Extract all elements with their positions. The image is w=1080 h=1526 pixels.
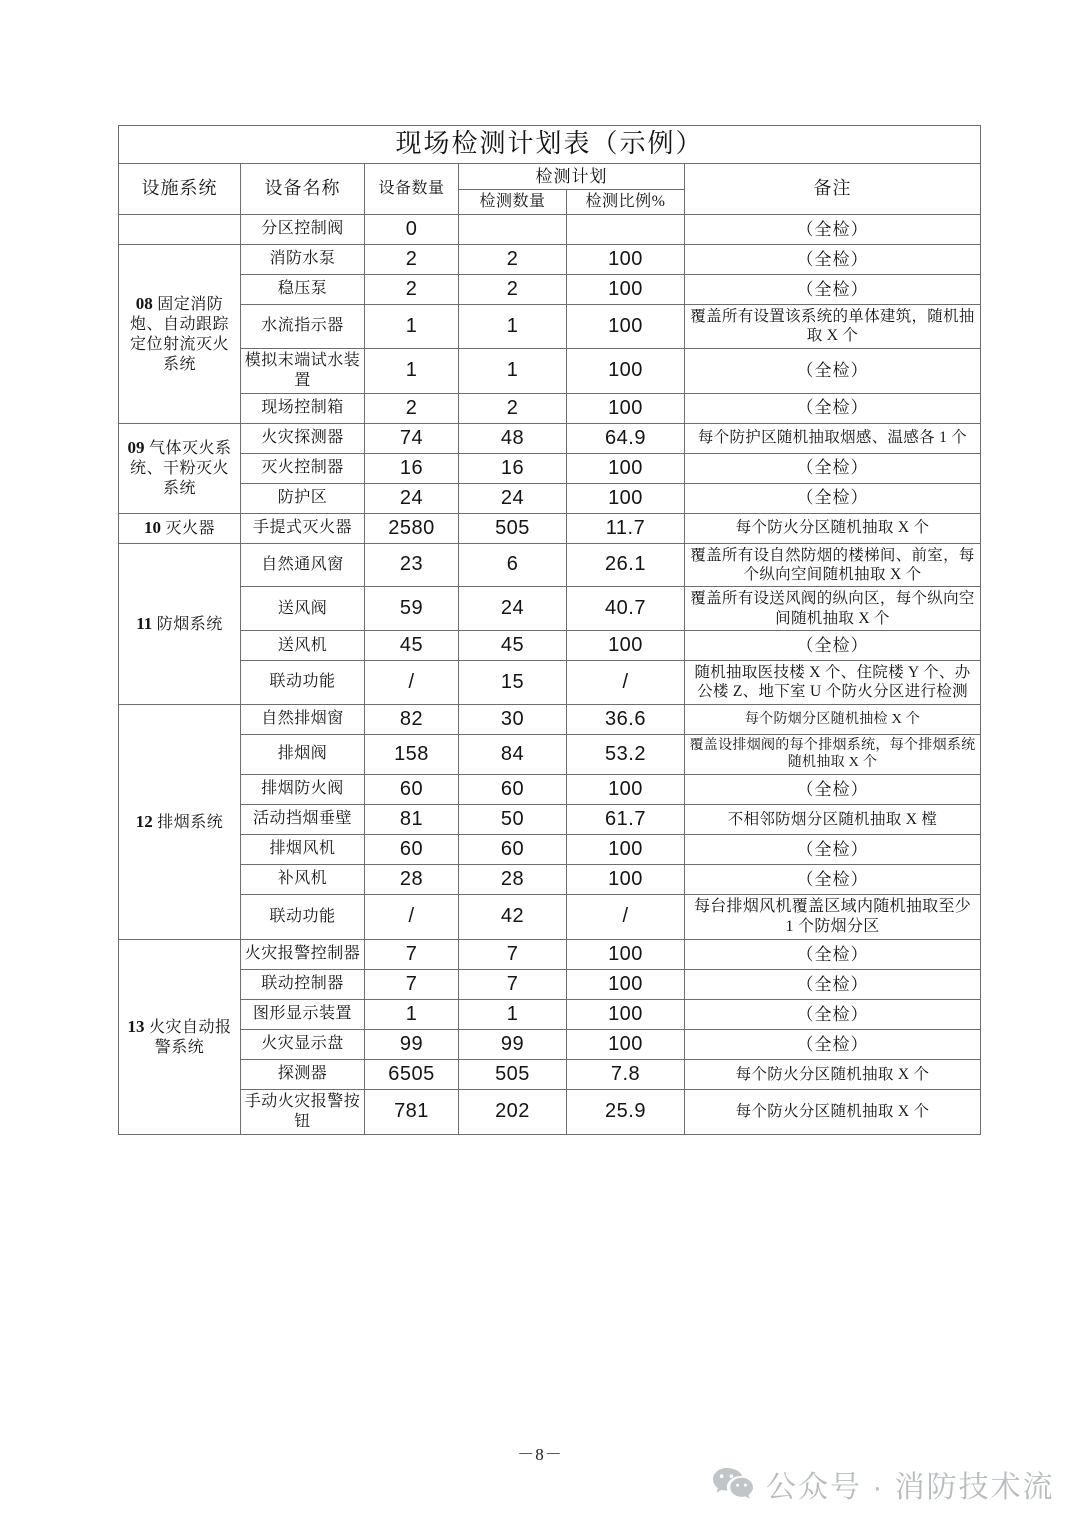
- remark-cell: （全检）: [685, 999, 981, 1029]
- equipment-qty-cell: 23: [365, 543, 459, 587]
- remark-cell: （全检）: [685, 969, 981, 999]
- inspection-qty-cell: 1: [459, 999, 567, 1029]
- device-name-cell: 现场控制箱: [241, 393, 365, 423]
- device-name-cell: 排烟防火阀: [241, 774, 365, 804]
- inspection-plan-table: [118, 125, 981, 1135]
- remark-cell: （全检）: [685, 483, 981, 513]
- inspection-qty-cell: [459, 214, 567, 244]
- device-name-cell: 排烟阀: [241, 734, 365, 774]
- watermark: [712, 1462, 1055, 1506]
- remark-cell: （全检）: [685, 864, 981, 894]
- device-name-cell: 联动控制器: [241, 969, 365, 999]
- inspection-ratio-cell: 100: [567, 393, 685, 423]
- device-name-cell: 火灾报警控制器: [241, 939, 365, 969]
- inspection-ratio-cell: [567, 214, 685, 244]
- device-name-cell: 水流指示器: [241, 304, 365, 348]
- inspection-ratio-cell: 100: [567, 304, 685, 348]
- table-row: [119, 453, 981, 483]
- table-row: [119, 969, 981, 999]
- header-facility-system: 设施系统: [119, 163, 241, 214]
- equipment-qty-cell: 16: [365, 453, 459, 483]
- inspection-ratio-cell: /: [567, 894, 685, 939]
- equipment-qty-cell: 158: [365, 734, 459, 774]
- table-row: [119, 864, 981, 894]
- equipment-qty-cell: /: [365, 894, 459, 939]
- inspection-ratio-cell: 26.1: [567, 543, 685, 587]
- inspection-qty-cell: 60: [459, 834, 567, 864]
- inspection-ratio-cell: 100: [567, 348, 685, 393]
- table-title-row: [119, 126, 981, 164]
- equipment-qty-cell: 1: [365, 348, 459, 393]
- equipment-qty-cell: 7: [365, 939, 459, 969]
- remark-cell: 覆盖所有设置该系统的单体建筑，随机抽取 X 个: [685, 304, 981, 348]
- inspection-qty-cell: 7: [459, 969, 567, 999]
- header-equipment-qty: 设备数量: [365, 163, 459, 214]
- equipment-qty-cell: 82: [365, 704, 459, 734]
- remark-cell: 每个防火分区随机抽取 X 个: [685, 513, 981, 543]
- header-inspection-plan: 检测计划: [459, 163, 685, 189]
- equipment-qty-cell: 781: [365, 1089, 459, 1134]
- table-row: [119, 804, 981, 834]
- inspection-qty-cell: 15: [459, 661, 567, 705]
- table-row: [119, 999, 981, 1029]
- inspection-ratio-cell: 100: [567, 834, 685, 864]
- equipment-qty-cell: 60: [365, 834, 459, 864]
- equipment-qty-cell: 99: [365, 1029, 459, 1059]
- system-cell-11: 11 防烟系统: [119, 543, 241, 704]
- device-name-cell: 防护区: [241, 483, 365, 513]
- table-row: [119, 661, 981, 705]
- inspection-qty-cell: 30: [459, 704, 567, 734]
- inspection-ratio-cell: /: [567, 661, 685, 705]
- inspection-ratio-cell: 100: [567, 631, 685, 661]
- table-row: [119, 834, 981, 864]
- table-header-row-1: [119, 163, 981, 189]
- inspection-qty-cell: 42: [459, 894, 567, 939]
- device-name-cell: 自然通风窗: [241, 543, 365, 587]
- header-inspection-ratio: 检测比例%: [567, 189, 685, 214]
- table-row: [119, 513, 981, 543]
- table-row: [119, 543, 981, 587]
- table-row: [119, 348, 981, 393]
- device-name-cell: 自然排烟窗: [241, 704, 365, 734]
- inspection-ratio-cell: 64.9: [567, 423, 685, 453]
- remark-cell: （全检）: [685, 244, 981, 274]
- device-name-cell: 联动功能: [241, 894, 365, 939]
- inspection-ratio-cell: 25.9: [567, 1089, 685, 1134]
- table-row: [119, 631, 981, 661]
- inspection-ratio-cell: 100: [567, 999, 685, 1029]
- inspection-qty-cell: 505: [459, 513, 567, 543]
- inspection-ratio-cell: 100: [567, 453, 685, 483]
- header-remarks: 备注: [685, 163, 981, 214]
- watermark-text: 公众号 · 消防技术流: [766, 1471, 1055, 1504]
- remark-cell: 每个防烟分区随机抽检 X 个: [685, 704, 981, 734]
- system-cell-09: 09 气体灭火系统、干粉灭火系统: [119, 423, 241, 513]
- inspection-ratio-cell: 61.7: [567, 804, 685, 834]
- remark-cell: 不相邻防烟分区随机抽取 X 樘: [685, 804, 981, 834]
- inspection-plan-table-wrapper: [118, 125, 980, 1135]
- inspection-ratio-cell: 11.7: [567, 513, 685, 543]
- equipment-qty-cell: 60: [365, 774, 459, 804]
- table-row: [119, 774, 981, 804]
- inspection-qty-cell: 7: [459, 939, 567, 969]
- system-cell-08: 08 固定消防炮、自动跟踪定位射流灭火系统: [119, 244, 241, 423]
- device-name-cell: 分区控制阀: [241, 214, 365, 244]
- equipment-qty-cell: 81: [365, 804, 459, 834]
- device-name-cell: 排烟风机: [241, 834, 365, 864]
- inspection-qty-cell: 2: [459, 244, 567, 274]
- remark-cell: （全检）: [685, 214, 981, 244]
- table-row: [119, 734, 981, 774]
- table-row: [119, 214, 981, 244]
- device-name-cell: 灭火控制器: [241, 453, 365, 483]
- table-row: [119, 587, 981, 631]
- device-name-cell: 手提式灭火器: [241, 513, 365, 543]
- equipment-qty-cell: 2: [365, 393, 459, 423]
- inspection-qty-cell: 60: [459, 774, 567, 804]
- remark-cell: 每个防护区随机抽取烟感、温感各 1 个: [685, 423, 981, 453]
- equipment-qty-cell: 1: [365, 999, 459, 1029]
- system-cell-10: 10 灭火器: [119, 513, 241, 543]
- header-equipment-name: 设备名称: [241, 163, 365, 214]
- equipment-qty-cell: 59: [365, 587, 459, 631]
- device-name-cell: 模拟末端试水装置: [241, 348, 365, 393]
- remark-cell: （全检）: [685, 834, 981, 864]
- equipment-qty-cell: 1: [365, 304, 459, 348]
- device-name-cell: 消防水泵: [241, 244, 365, 274]
- inspection-ratio-cell: 40.7: [567, 587, 685, 631]
- inspection-qty-cell: 16: [459, 453, 567, 483]
- inspection-qty-cell: 24: [459, 483, 567, 513]
- inspection-ratio-cell: 100: [567, 774, 685, 804]
- table-row: [119, 483, 981, 513]
- table-row: [119, 894, 981, 939]
- inspection-ratio-cell: 100: [567, 969, 685, 999]
- table-row: [119, 1059, 981, 1089]
- equipment-qty-cell: 28: [365, 864, 459, 894]
- equipment-qty-cell: 2: [365, 274, 459, 304]
- remark-cell: 覆盖设排烟阀的每个排烟系统，每个排烟系统随机抽取 X 个: [685, 734, 981, 774]
- table-row: [119, 1089, 981, 1134]
- equipment-qty-cell: 45: [365, 631, 459, 661]
- inspection-ratio-cell: 100: [567, 939, 685, 969]
- inspection-qty-cell: 45: [459, 631, 567, 661]
- table-row: [119, 304, 981, 348]
- inspection-qty-cell: 84: [459, 734, 567, 774]
- remark-cell: 每个防火分区随机抽取 X 个: [685, 1089, 981, 1134]
- device-name-cell: 补风机: [241, 864, 365, 894]
- system-cell-empty: [119, 214, 241, 244]
- device-name-cell: 火灾显示盘: [241, 1029, 365, 1059]
- remark-cell: 每台排烟风机覆盖区域内随机抽取至少 1 个防烟分区: [685, 894, 981, 939]
- device-name-cell: 联动功能: [241, 661, 365, 705]
- inspection-ratio-cell: 100: [567, 244, 685, 274]
- remark-cell: 每个防火分区随机抽取 X 个: [685, 1059, 981, 1089]
- remark-cell: 随机抽取医技楼 X 个、住院楼 Y 个、办公楼 Z、地下室 U 个防火分区进行检测: [685, 661, 981, 705]
- table-row: [119, 704, 981, 734]
- equipment-qty-cell: 6505: [365, 1059, 459, 1089]
- equipment-qty-cell: /: [365, 661, 459, 705]
- inspection-qty-cell: 28: [459, 864, 567, 894]
- remark-cell: （全检）: [685, 774, 981, 804]
- inspection-qty-cell: 50: [459, 804, 567, 834]
- inspection-ratio-cell: 100: [567, 274, 685, 304]
- table-row: [119, 939, 981, 969]
- inspection-qty-cell: 24: [459, 587, 567, 631]
- remark-cell: 覆盖所有设自然防烟的楼梯间、前室，每个纵向空间随机抽取 X 个: [685, 543, 981, 587]
- remark-cell: （全检）: [685, 1029, 981, 1059]
- table-row: [119, 1029, 981, 1059]
- inspection-qty-cell: 2: [459, 393, 567, 423]
- inspection-qty-cell: 48: [459, 423, 567, 453]
- system-cell-12: 12 排烟系统: [119, 704, 241, 939]
- inspection-qty-cell: 1: [459, 304, 567, 348]
- table-row: [119, 274, 981, 304]
- remark-cell: （全检）: [685, 274, 981, 304]
- inspection-qty-cell: 505: [459, 1059, 567, 1089]
- remark-cell: （全检）: [685, 393, 981, 423]
- remark-cell: 覆盖所有设送风阀的纵向区，每个纵向空间随机抽取 X 个: [685, 587, 981, 631]
- table-row: [119, 244, 981, 274]
- equipment-qty-cell: 2: [365, 244, 459, 274]
- device-name-cell: 活动挡烟垂壁: [241, 804, 365, 834]
- equipment-qty-cell: 0: [365, 214, 459, 244]
- table-row: [119, 423, 981, 453]
- device-name-cell: 火灾探测器: [241, 423, 365, 453]
- wechat-icon: [712, 1467, 754, 1501]
- device-name-cell: 稳压泵: [241, 274, 365, 304]
- inspection-ratio-cell: 53.2: [567, 734, 685, 774]
- inspection-ratio-cell: 36.6: [567, 704, 685, 734]
- equipment-qty-cell: 2580: [365, 513, 459, 543]
- inspection-qty-cell: 202: [459, 1089, 567, 1134]
- remark-cell: （全检）: [685, 348, 981, 393]
- inspection-ratio-cell: 100: [567, 864, 685, 894]
- device-name-cell: 探测器: [241, 1059, 365, 1089]
- inspection-qty-cell: 6: [459, 543, 567, 587]
- equipment-qty-cell: 74: [365, 423, 459, 453]
- remark-cell: （全检）: [685, 453, 981, 483]
- device-name-cell: 送风机: [241, 631, 365, 661]
- table-title: 现场检测计划表（示例）: [119, 126, 981, 164]
- device-name-cell: 图形显示装置: [241, 999, 365, 1029]
- inspection-ratio-cell: 100: [567, 1029, 685, 1059]
- inspection-ratio-cell: 7.8: [567, 1059, 685, 1089]
- equipment-qty-cell: 7: [365, 969, 459, 999]
- remark-cell: （全检）: [685, 631, 981, 661]
- header-inspection-qty: 检测数量: [459, 189, 567, 214]
- remark-cell: （全检）: [685, 939, 981, 969]
- equipment-qty-cell: 24: [365, 483, 459, 513]
- device-name-cell: 送风阀: [241, 587, 365, 631]
- inspection-ratio-cell: 100: [567, 483, 685, 513]
- inspection-qty-cell: 1: [459, 348, 567, 393]
- page-number: －8－: [517, 1445, 563, 1464]
- inspection-qty-cell: 99: [459, 1029, 567, 1059]
- table-row: [119, 393, 981, 423]
- device-name-cell: 手动火灾报警按钮: [241, 1089, 365, 1134]
- system-cell-13: 13 火灾自动报警系统: [119, 939, 241, 1134]
- inspection-qty-cell: 2: [459, 274, 567, 304]
